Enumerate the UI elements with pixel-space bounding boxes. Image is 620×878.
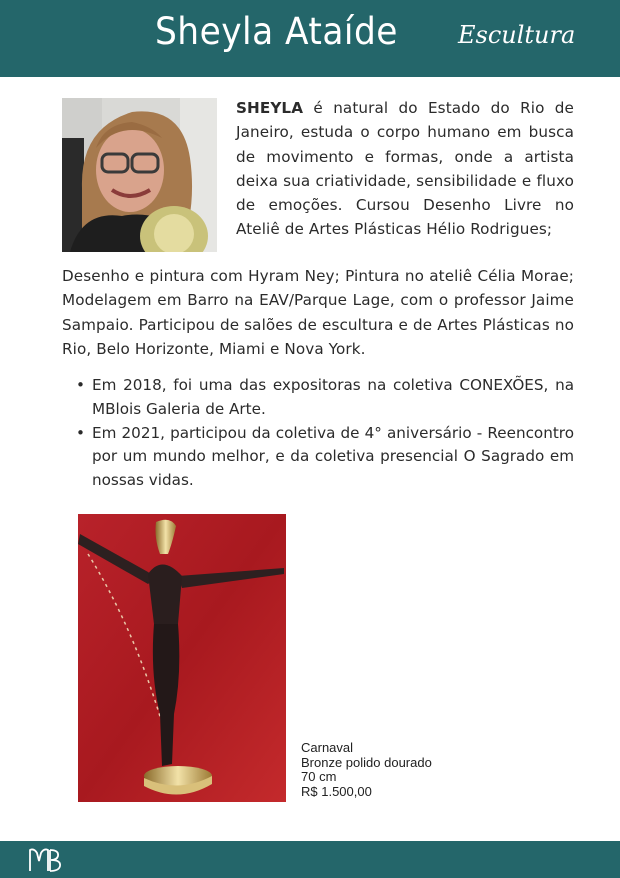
bio-text: é natural do Estado do Rio de Janeiro, estuda o corpo humano em busca de movimento e formas, onde a artista deixa sua criatividade, sensibilidade e fluxo de emoções. Cursou Desenho Livre no Ateliê de Artes Plásticas Hélio Rodrigues; [236,99,574,239]
artwork-photo [78,514,286,802]
artist-name: Sheyla Ataíde [155,10,398,53]
exhibitions-list [62,374,574,493]
artwork-size: 70 cm [301,769,337,784]
sculpture-photo-icon [78,514,286,802]
category-label: Escultura [458,21,576,49]
mb-logo-icon [28,847,64,873]
bio-name-lead: SHEYLA [236,99,304,117]
exhibition-text: Em 2021, participou da coletiva de 4° aniversário - Reencontro por um mundo melhor, e da coletiva presencial O Sagrado em nossas vidas. [92,423,574,490]
bio-paragraph-continued: Desenho e pintura com Hyram Ney; Pintura no ateliê Célia Morae; Modelagem em Barro na EAV/Parque Lage, com o professor Jaime Sampaio. Participou de salões de escultura e de Artes Plásticas no Rio, Belo Horizonte, Miami e Nova York. [62,267,574,358]
exhibition-item [62,374,574,422]
artwork-caption [301,741,432,799]
artwork-material: Bronze polido dourado [301,754,432,770]
artwork-title: Carnaval [301,740,354,755]
artist-bio [62,96,574,361]
portrait-spacer [62,96,236,264]
exhibition-text: Em 2018, foi uma das expositoras na coletiva CONEXÕES, na MBlois Galeria de Arte. [92,376,574,418]
artwork-price: R$ 1.500,00 [301,783,372,799]
header-banner [0,0,620,77]
footer-banner [0,841,620,878]
exhibition-item [62,422,574,493]
bullet-icon: • [76,423,85,442]
bullet-icon: • [76,376,85,394]
